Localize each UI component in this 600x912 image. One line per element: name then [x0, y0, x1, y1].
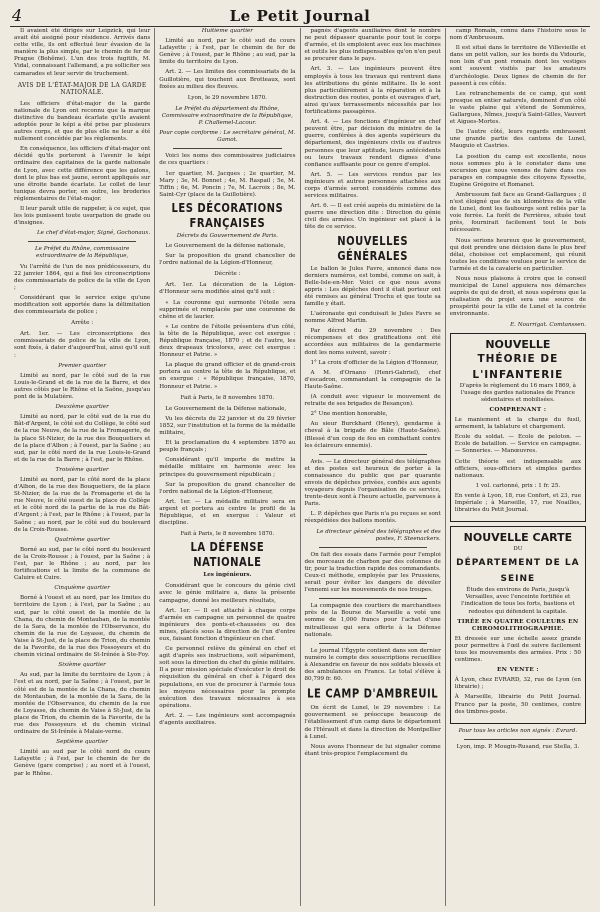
- paragraph: Le journal l'Égypte contient dans son dernier numéro le compte des souscriptions recueillies à Alexandrie en faveur de nos soldats blessés et des ambulances en France. Le total s'élève à 80,799 fr. 60.: [304, 647, 441, 683]
- quarter-heading: Cinquième quartier: [54, 585, 110, 592]
- ad-title-small: NOUVELLE CARTE: [463, 531, 573, 545]
- dateline: Fait à Paris, le 8 novembre 1870.: [180, 531, 275, 538]
- page-number: 4: [12, 6, 23, 25]
- ambreuil-title: LE CAMP D'AMBREUIL: [307, 687, 439, 702]
- paragraph: Limité au nord, par le côté sud du cours Lafayette ; à l'est, par le chemin de fer de Genève ; à l'ouest, par le Rhône ; au sud, par la limite du territoire de Lyon.: [159, 38, 296, 66]
- divider: [319, 643, 427, 644]
- paragraph: Ce personnel relève du général en chef et agit d'après ses instructions, soit séparément, soit sous la direction du chef du génie militaire. Il a pour mission spéciale d'exécuter le droit de réquisition du général en chef à l'égard des populations, en vue de procurer à l'armée tous les moyens nécessaires pour la prompte exécution des travaux nécessaires à ses opérations.: [159, 646, 296, 709]
- paragraph: Sur la proposition du grand chancelier de l'ordre national de la Légion-d'Honneur,: [159, 481, 296, 495]
- paragraph: Limité au nord, par le côté nord de la place d'Albon, de la rue des Bouquetiers, de la place St-Nizier, de la rue de la Fromagerie et de la rue Neuve, le côté ouest de la place du Collège et le côté nord de la partie de la rue du Bât-d'Argent ; à l'est, par le Rhône ; à l'ouest, par la Saône ; au nord, par le côté sud du boulevard de la Croix-Rousse.: [14, 476, 151, 533]
- ad-title-large: THÉORIE DE L'INFANTERIE: [472, 352, 564, 381]
- imprint: Lyon, imp. P. Mougin-Rusand, rue Stella, 3.: [456, 743, 580, 750]
- divider: [173, 148, 281, 149]
- paragraph: « La couronne qui surmonte l'étoile sera supprimée et remplacée par une couronne de chêne et de laurier.: [159, 299, 296, 320]
- paragraph: Et la proclamation du 4 septembre 1870 au peuple français ;: [159, 440, 296, 454]
- ad-line: En vente à Lyon, 18, rue Confort, et 23, rue Impériale ; à Marseille, 17, rue Noailles, librairies du Petit Journal.: [454, 492, 581, 514]
- defense-title: LA DÉFENSE NATIONALE: [190, 541, 265, 570]
- paragraph: Limité au nord, par le côté sud de la rue du Bât-d'Argent, le côté est du Collège, le côté sud de la rue Neuve, de la rue de la Fromagerie, de la place St-Nizier, de la rue des Bouquetiers et de la place d'Albon ; à l'ouest, par la Saône ; au sud, par le côté nord de la rue Louis-le-Grand et de la rue de la Barre ; à l'est, par le Rhône.: [14, 414, 151, 463]
- paragraph: Borné à l'ouest et au nord, par les limites du territoire de Lyon ; à l'est, par la Saône ; au sud, par le côté ouest de la montée de la Chana, du chemin de Montauban, de la montée de la Sara, de la montée de l'Observance, du chemin de la rue de Loyasse, du chemin de Vaise à St-Just, de la place de Trion, du chemin de la Favorite, de la rue des Fossoyeurs et du chemin vicinal ordinaire de St-Irénée à Ste-Foy.: [14, 595, 151, 659]
- paragraph: « Le centre de l'étoile présentera d'un côté, la tête de la République, avec cet exergue : République française, 1870 ; et de l'autre, les deux drapeaux tricolores, avec cet exergue : Honneur et Patrie. »: [159, 323, 296, 359]
- column-1: [10, 28, 155, 906]
- paragraph: Limité au sud par le côté nord du cours Lafayette ; à l'est, par le chemin de fer de Genève (gare comprise) ; au nord et à l'ouest, par le Rhône.: [14, 749, 151, 777]
- quarter-heading: Deuxième quartier: [55, 404, 109, 411]
- paragraph: Art. 1er. — Les circonscriptions des commissariats de police de la ville de Lyon, sont fixés, à dater d'aujourd'hui, ainsi qu'il suit :: [14, 331, 151, 359]
- newspaper-title: Le Petit Journal: [229, 7, 371, 25]
- ad-carte-seine: [450, 526, 586, 724]
- paragraph: Considérant qu'il importe de mettre la médaille militaire en harmonie avec les principes du gouvernement républicain ;: [159, 457, 296, 478]
- paragraph: Borné au sud, par le côté nord du boulevard de la Croix-Rousse ; à l'ouest, par la Saône ; à l'est, par le Rhône ; au nord, par les fortifications et la limite de la commune de Caluire et Cuire.: [14, 546, 151, 582]
- nouvelles-title: NOUVELLES GÉNÉRALES: [337, 234, 409, 264]
- paragraph: Il est situé dans le territoire de Villevieille et dans un petit vallon, sur les bords du Vidourle, non loin d'un pont romain dont les vestiges sont souvent visités par les amateurs d'archéologie. Deux lignes de chemin de fer passent à ces côtés.: [449, 45, 586, 87]
- paragraph: pagnés d'agents auxiliaires dont le nombre ne peut dépasser quarante pour tout le corps d'armée, et ils emploient avec eux les machines et outils les plus indispensables qu'on n'en peut se procurer dans le pays.: [304, 28, 441, 63]
- divider: [28, 241, 136, 242]
- ad-line: À Lyon, chez EVRARD, 32, rue de Lyon (en librairie) ;: [454, 677, 581, 691]
- masthead: [10, 6, 590, 27]
- paragraph: Le Gouvernement de la défense nationale,: [165, 242, 286, 249]
- ad-title-large: DÉPARTEMENT DE LA SEINE: [456, 558, 580, 585]
- ad-line: TIRÉE EN QUATRE COULEURS EN CHROMOLITHOGRAPHIE.: [457, 618, 579, 632]
- paragraph: (A conduit avec vigueur le mouvement de retraite de ses brigades de Besançon).: [304, 394, 441, 408]
- prefet-heading: Le Préfet du Rhône, commissaire extraordinaire de la République,: [34, 246, 130, 260]
- paragraph: Avis. — Le directeur général des télégraphes et des postes est heureux de porter à la connaissance du public que par quarante envois de dépêches privées, confiés aux agents voyageurs depuis l'organisation de ce service, trente-deux sont à l'heure actuelle, parvenues à Paris.: [304, 458, 441, 508]
- ad-line: COMPRENANT :: [489, 406, 547, 413]
- divider: [319, 547, 427, 548]
- paragraph: Art. 2. — Les limites des commissariats de la Guillotière, qui touchent aux Brotteaux, sont fixées au milieu des fleuves.: [159, 69, 296, 90]
- divider: [319, 598, 427, 599]
- ad-line: Le maniement et la charge du fusil, armement, la tablature et chargement.: [454, 417, 581, 431]
- quarter-heading: Quatrième quartier: [54, 536, 110, 543]
- quarter-heading: Sixième quartier: [58, 662, 106, 669]
- ad-line: Cette théorie est indispensable aux officiers, sous-officiers et simples gardes nationaux.: [454, 458, 581, 479]
- ad-line: DU: [513, 546, 523, 553]
- signature: Le Préfet du département du Rhône, Commissaire extraordinaire de la République, P. Challemel-Lacour.: [161, 105, 293, 127]
- paragraph: camp Romain, connu dans l'histoire sous le nom d'Ambrussum.: [449, 28, 586, 42]
- paragraph: Considérant que le concours du génie civil avec le génie militaire a, dans la présente campagne, donné les meilleurs résultats,: [159, 583, 296, 604]
- ad-line: À Marseille, librairie du Petit Journal. Franco par la poste, 50 centimes, contre des timbres-poste.: [454, 694, 581, 715]
- quarter-heading: Huitième quartier: [201, 28, 253, 34]
- footer-note: Pour tous les articles non signés : Evrard.: [458, 727, 578, 734]
- paragraph: Par décret du 29 novembre : Des récompenses et des gratifications ont été accordées aux militaires de la gendarmerie dont les noms suivent, savoir :: [304, 328, 441, 356]
- paragraph: Voici les noms des commissaires judiciaires de ces quartiers :: [159, 153, 296, 167]
- signature: E. Nourrigat. Comtanssen.: [510, 321, 586, 328]
- paragraph: Les officiers d'état-major de la garde nationale de Lyon ont reconnu que la marque distinctive du bandeau écarlate qu'ils avaient adoptée pour le képi a été prise par plusieurs autres corps, et que de plus elle ne leur a été nullement concédée par les règlements.: [14, 100, 151, 143]
- paragraph: Le Gouvernement de la Défense nationale,: [165, 405, 287, 412]
- paragraph: Considérant que le service exige qu'une modification soit apportée dans la délimitation des commissariats de police ;: [14, 294, 151, 316]
- paragraph: L'aéronaute qui conduisait le Jules Favre se nomme Alfred Martin.: [304, 311, 441, 325]
- paragraph: 1° La croix d'officier de la Légion d'Honneur,: [310, 359, 439, 366]
- paragraph: Vu les décrets du 22 janvier et du 29 février 1852, sur l'institution et la forme de la médaille militaire,: [159, 415, 296, 437]
- paragraph: Nous serions heureux que le gouvernement, qui doit prendre une décision dans le plus bref délai, choisisse cet emplacement, qui réunit toutes les conditions voulues pour le service de l'armée et de la cavalerie en particulier.: [449, 237, 586, 272]
- ad-theorie-infanterie: [450, 333, 586, 523]
- paragraph: On écrit de Lunel, le 29 novembre : Le gouvernement se préoccupe beaucoup de l'établissement d'un camp dans le département de l'Hérault et dans la direction de Montpellier à Lunel.: [304, 705, 441, 740]
- quarter-heading: Septième quartier: [56, 739, 108, 746]
- paragraph: Nous nous plaisons à croire que le conseil municipal de Lunel appuiera nos démarches auprès de qui de droit, et nous espérons que la réalisation du projet sera une source de prospérité pour la ville de Lunel et la contrée environnante.: [449, 276, 586, 318]
- paragraph: Art. 3. — Les ingénieurs peuvent être employés à tous les travaux qui rentrent dans les attributions du génie militaire. Ils le sont plus particulièrement à la réparation et à la destruction des routes, ponts et ouvrages d'art, ainsi qu'aux terrassements nécessités par les fortifications passagères.: [304, 66, 441, 116]
- paragraph: Au sieur Burckhard (Henry), gendarme à cheval à la brigade de Bâle (Haute-Saône). (Blessé d'un coup de feu en combattant contre les éclaireurs ennemis).: [304, 421, 441, 449]
- paragraph: La compagnie des courtiers de marchandises près de la Bourse de Marseille a voté une somme de 1,000 francs pour l'achat d'une mitrailleuse qui sera offerte à la Défense nationale.: [304, 603, 441, 638]
- paragraph: Art. 6. — Il est créé auprès du ministère de la guerre une direction dite : Direction du génie civil des armées. Un ingénieur est placé à la tête de ce service.: [304, 203, 441, 231]
- columns: [10, 28, 590, 906]
- paragraph: 1er quartier, M. Jacques ; 2e quartier, M. Mary ; 3e, M. Bonnet ; 4e, M. Raspail ; 5e, M. Tiffin ; 6e, M. Poncin ; 7e, M. Lacroix ; 8e, M. Saint-Cyr (place de la Guillotière).: [159, 170, 296, 198]
- paragraph: Le ballon le Jules Favre, annoncé dans nos derniers numéros, est tombé, comme on sait, à Belle-Isle-en-Mer. Voici ce que nous avons appris : Les dépêches dont il était porteur ont été remises au général Trochu et que toute sa famille y était.: [304, 265, 441, 307]
- quarter-heading: Premier quartier: [58, 362, 107, 369]
- signature: Pour copie conforme : Le secrétaire général, M. Gamot.: [159, 130, 296, 144]
- paragraph: Vu l'arrêté de l'un de nos prédécesseurs, du 22 janvier 1864, qui a fixé les circonscriptions des commissariats de police de la ville de Lyon ;: [14, 263, 151, 291]
- ad-line: Ecole du soldat. — Ecole de peloton. — Ecole de bataillon. — Service en campagne. — Sonneries. — Manœuvres.: [454, 434, 581, 455]
- paragraph: Ambrussum fait face au Grand-Gallargues ; il n'est éloigné que de six kilomètres de la ville de Lunel, dont les faubourgs sont reliés par la voie ferrée. La forêt de Ferrières, située tout près, fournirait facilement tout le bois nécessaire.: [449, 191, 586, 234]
- paragraph: Art. 1er. — La médaille militaire sera en argent et portera au centre le profil de la République, et en exergue : Valeur et discipline.: [159, 498, 296, 527]
- paragraph: Sur la proposition du grand chancelier de l'ordre national de la Légion-d'Honneur,: [159, 253, 296, 267]
- ad-price: 1 vol. cartonné, prix : 1 fr. 25.: [475, 482, 561, 489]
- ad-line: Étude des environs de Paris, jusqu'à Versailles, avec l'enceinte fortifiée et l'indication de tous les forts, bastions et redoutes qui défendent la capitale.: [461, 587, 575, 615]
- section-heading: Décrets du Gouvernement de Paris.: [176, 232, 278, 239]
- divider: [464, 739, 572, 740]
- dateline: Fait à Paris, le 8 novembre 1870.: [180, 394, 275, 401]
- paragraph: L. P. dépêches que Paris n'a pu reçues se sont réexpédiées des ballons montés.: [304, 511, 441, 525]
- paragraph: La plaque du grand officier et de grand-croix portera au centre la tête de la République, et en exergue : « République française, 1870, Honneur et Patrie. »: [159, 362, 296, 390]
- paragraph: Art. 1er. — Il est attaché à chaque corps d'armée en campagne un personnel de quatre ingénieurs des ponts-et-chaussées ou des mines, placés sous la direction de l'un d'entre eux, faisant fonction d'ingénieur en chef.: [159, 607, 296, 642]
- paragraph: En conséquence, les officiers d'état-major ont décidé qu'ils porteront à l'avenir le képi ordinaire des capitaines de la garde nationale de Lyon, avec cette différence que les galons, dont le plus bas est jaune, seront appliqués sur une étroite bande écarlate. Le collet de leur tunique devra porter, en outre, les broderies réglementaires de l'état-major.: [14, 146, 151, 202]
- ad-line: D'après le règlement du 16 mars 1869, à l'usage des gardes nationales de France sédentaires et mobilisées.: [459, 382, 577, 403]
- paragraph: Art. 5. — Les services rendus par les ingénieurs et autres personnes attachées aux corps d'armée seront considérés comme des services militaires.: [304, 171, 441, 200]
- paragraph: Les retranchements de ce camp, qui sont presque en entier naturels, dominent d'un côté le vaste plaine qui s'étend de Sommières, Gallargues, Nîmes, jusqu'à Saint-Gilles, Vauvert et Aigues-Mortes.: [449, 90, 586, 126]
- signature: Le chef d'état-major, Signé, Gochonaux.: [36, 230, 151, 237]
- paragraph: 2° Une mention honorable,: [310, 411, 388, 418]
- ad-line: Et dressée sur une échelle assez grande pour permettre à l'œil de suivre facilement tous les mouvements des armées. Prix : 50 centimes.: [454, 635, 581, 664]
- paragraph: Art. 1er. La décoration de la Légion-d'Honneur sera modifiée ainsi qu'il suit :: [159, 282, 296, 296]
- ad-title-small: NOUVELLE: [485, 337, 551, 351]
- paragraph: Art. 2. — Les ingénieurs sont accompagnés d'agents auxiliaires.: [159, 712, 296, 727]
- quarter-heading: Troisième quartier: [55, 466, 109, 473]
- ad-line: EN VENTE :: [496, 667, 539, 674]
- paragraph: A M. d'Ornano (Henri-Gabriel), chef d'escadron, commandant la compagnie de la Haute-Saône.: [304, 369, 441, 390]
- dateline: Lyon, le 29 novembre 1870.: [187, 94, 267, 101]
- signature: Le directeur général des télégraphes et des postes, F. Steenackers.: [316, 528, 441, 542]
- paragraph: Nous avons l'honneur de lui signaler comme étant très-propice l'emplacement du: [304, 743, 441, 757]
- paragraph: Art. 4. — Les fonctions d'ingénieur en chef peuvent être, par décision du ministre de la guerre, conférées à des agents supérieurs du département, des ingénieurs civils ou d'autres personnes que leur aptitude, leurs antécédents ou leurs travaux rendent dignes d'une confiance suffisante pour ce genre d'emploi.: [304, 119, 441, 168]
- avis-heading: AVIS DE L'ÉTAT-MAJOR DE LA GARDE NATIONALE.: [17, 81, 147, 97]
- intro-paragraph: Il avaient été dirigés sur Leipzick, qui leur avait été assigné pour résidence. Arrivés dans cette ville, ils ont effectué leur évasion de la manière la plus simple, par le chemin de fer de Prague (Bohême). L'un des trois fugitifs, M. Vidal, connaissant l'allemand, a pu solliciter ses camarades et leur servir de truchement.: [14, 28, 151, 77]
- paragraph: Il leur paraît utile de rappeler, à ce sujet, que les lois punissent toute usurpation de grade ou d'insignes.: [14, 205, 151, 227]
- arrete-label: Arrête :: [71, 320, 94, 327]
- paragraph: On fait des essais dans l'armée pour l'emploi des morceaux de charbon par des colonnes de tir, pour la traduction rapide des commandants. Ceux-ci méthode, employée par les Prussiens, serait pour éviter les dangers de dévoiler l'ennemi sur les mouvements de nos troupes.: [304, 551, 441, 594]
- paragraph: Limité au nord, par le côté sud de la rue Louis-le-Grand et de la rue de la Barre, et des autres côtés par le Rhône et la Saône, jusqu'au pont de la Mulatière.: [14, 372, 151, 401]
- divider: [319, 454, 427, 455]
- section-heading: Les ingénieurs.: [203, 572, 252, 579]
- column-2: [155, 28, 300, 906]
- paragraph: De l'autre côté, leurs regards embrassent une grande partie des cantons de Lunel, Mauguio et Castries.: [449, 129, 586, 150]
- column-4: [446, 28, 590, 906]
- decrete-label: Décrète :: [214, 271, 241, 278]
- paragraph: La position du camp est excellente, nous nous sommes plu à le constater dans une excursion que nous venons de faire dans ces parages en compagnie des citoyens Eyssette, Eugène Grégoire et Romanet.: [449, 153, 586, 188]
- decorations-title: LES DÉCORATIONS FRANÇAISES: [171, 201, 284, 231]
- column-3: [301, 28, 446, 906]
- paragraph: Au sud, par la limite du territoire de Lyon ; à l'est et au nord, par la Saône ; à l'ouest, par le côté est de la montée de la Chana, du chemin de Montauban, de la montée de la Sara, de la montée de l'Observance, du chemin de la rue de Loyasse, du chemin de Vaise à St-Just, de la place de Trion, du chemin de la Favorite, de la rue des Fossoyeurs et du chemin vicinal ordinaire de St-Irénée à Malaie-verne.: [14, 672, 151, 736]
